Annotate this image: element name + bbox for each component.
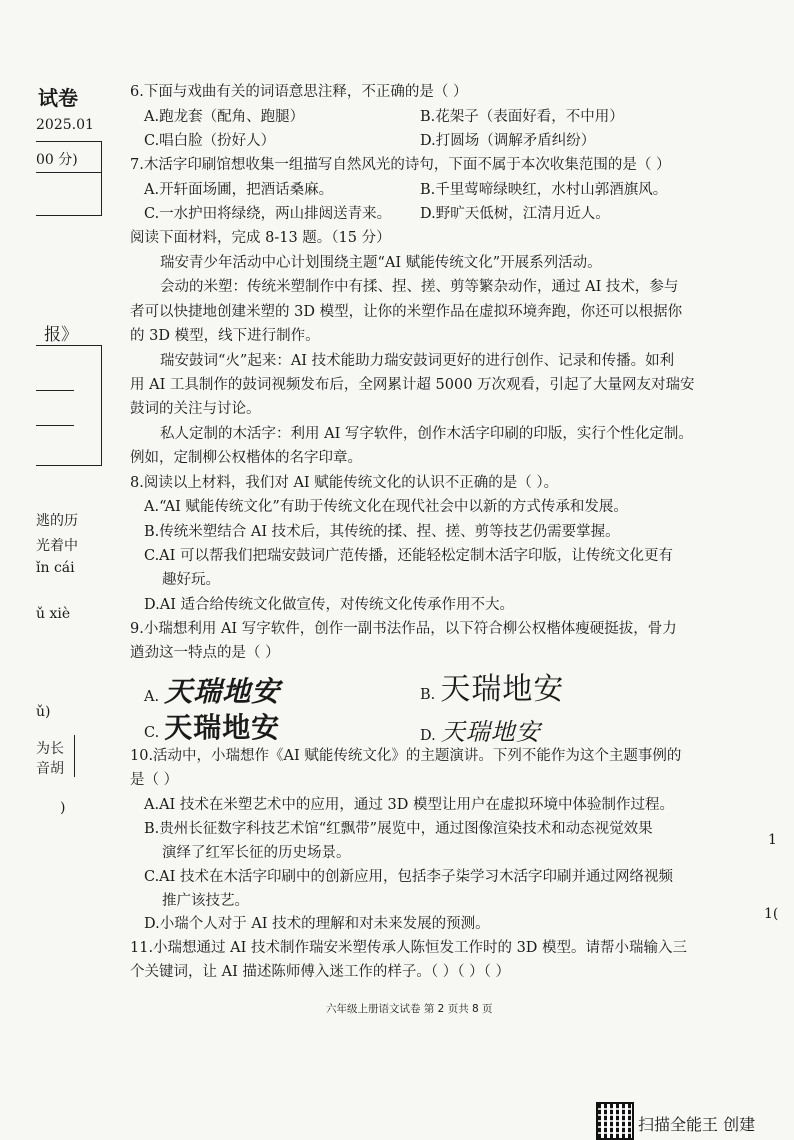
q9-option-b [420, 664, 564, 708]
q9-option-c-calligraphy: 天瑞地安 [164, 713, 281, 744]
reading-p2-line2: 者可以快捷地创建米塑的 3D 模型，让你的米塑作品在虚拟环境奔跑，你还可以根据你 [130, 304, 683, 320]
edge-box-bottom [36, 215, 102, 216]
q8-option-c-line2: 趣好玩。 [162, 572, 220, 588]
q8-option-b: B.传统米塑结合 AI 技术后，其传统的揉、捏、搓、剪等技艺仍需要掌握。 [144, 524, 620, 540]
edge-box3-side [74, 735, 75, 777]
edge-text-2: 光着中 [36, 538, 78, 554]
q8-stem: 8.阅读以上材料，我们对 AI 赋能传统文化的认识不正确的是（ ）。 [130, 475, 559, 491]
q7-option-c: C.一水护田将绿绕，两山排闼送青来。 [144, 206, 392, 222]
q10-stem-line2: 是（ ） [130, 772, 179, 788]
edge-box2-l2 [36, 425, 74, 426]
edge-right-1: 1 [768, 832, 777, 848]
q9-option-c [144, 706, 280, 746]
q9-option-b-calligraphy: 天瑞地安 [440, 672, 565, 707]
q9-option-c-label: C. [144, 725, 160, 741]
page-footer: 六年级上册语文试卷 第 2 页共 8 页 [326, 1003, 493, 1015]
q9-option-d-label: D. [420, 728, 436, 744]
reading-p1: 瑞安青少年活动中心计划围绕主题“AI 赋能传统文化”开展系列活动。 [160, 255, 602, 271]
q7-option-a: A.开轩面场圃，把酒话桑麻。 [144, 182, 334, 198]
edge-text-4: ǔ xiè [36, 606, 71, 622]
edge-box2-top [36, 345, 102, 346]
edge-right-2: 1( [764, 906, 779, 922]
qr-code-icon [596, 1102, 634, 1140]
q6-option-a: A.跑龙套（配角、跑腿） [144, 109, 305, 125]
edge-text-1: 逃的历 [36, 513, 78, 529]
edge-text-3: ǐn cái [36, 560, 75, 576]
q8-option-a: A.“AI 赋能传统文化”有助于传统文化在现代社会中以新的方式传承和发展。 [144, 499, 628, 515]
q9-option-d [420, 712, 541, 747]
q9-stem-line1: 9.小瑞想利用 AI 写字软件，创作一副书法作品，以下符合柳公权楷体瘦硬挺拔，骨力 [130, 621, 677, 637]
q10-stem-line1: 10.活动中，小瑞想作《AI 赋能传统文化》的主题演讲。下列不能作为这个主题事例的 [130, 748, 682, 764]
q6-option-b: B.花架子（表面好看，不中用） [420, 109, 624, 125]
reading-p3-line2: 用 AI 工具制作的鼓词视频发布后，全网累计超 5000 万次观看，引起了大量网友对瑞安 [130, 377, 695, 393]
edge-box2-bottom [36, 465, 102, 466]
edge-box2-side [101, 345, 102, 465]
reading-p2-line3: 的 3D 模型，线下进行制作。 [130, 328, 320, 344]
edge-box-top [36, 141, 102, 142]
q9-option-d-calligraphy: 天瑞地安 [440, 718, 541, 746]
edge-box2-l1 [36, 390, 74, 391]
q11-stem-line1: 11.小瑞想通过 AI 技术制作瑞安米塑传承人陈恒发工作时的 3D 模型。请帮小瑞输入三 [130, 940, 688, 956]
edge-text-6: 为长 [36, 741, 64, 757]
edge-text-7: 音胡 [36, 761, 64, 777]
q9-option-a-label: A. [144, 689, 160, 705]
reading-p4-line1: 私人定制的木活字：利用 AI 写字软件，创作木活字印刷的印版，实行个性化定制。 [160, 426, 693, 442]
q8-option-c-line1: C.AI 可以帮我们把瑞安鼓词广范传播，还能轻松定制木活字印版，让传统文化更有 [144, 548, 673, 564]
q10-option-c-line2: 推广该技艺。 [162, 893, 249, 909]
q10-option-b-line2: 演绎了红军长征的历史场景。 [162, 845, 351, 861]
reading-p4-line2: 例如，定制柳公权楷体的名字印章。 [130, 450, 362, 466]
edge-date: 2025.01 [36, 117, 94, 133]
q6-option-c: C.唱白脸（扮好人） [144, 133, 276, 149]
reading-p3-line3: 鼓词的关注与讨论。 [130, 401, 261, 417]
scanner-watermark: 扫描全能王 创建 [638, 1115, 756, 1134]
q7-option-d: D.野旷天低树，江清月近人。 [420, 206, 610, 222]
q10-option-d: D.小瑞个人对于 AI 技术的理解和对未来发展的预测。 [144, 916, 490, 932]
edge-box-mid [36, 172, 102, 173]
q7-stem: 7.木活字印刷馆想收集一组描写自然风光的诗句，下面不属于本次收集范围的是（ ） [130, 157, 671, 173]
q9-option-b-label: B. [420, 687, 436, 703]
reading-p2-line1: 会动的米塑：传统米塑制作中有揉、捏、搓、剪等繁杂动作，通过 AI 技术，参与 [160, 279, 679, 295]
reading-p3-line1: 瑞安鼓词“火”起来：AI 技术能助力瑞安鼓词更好的进行创作、记录和传播。如利 [160, 353, 675, 369]
q9-option-a [144, 670, 280, 710]
edge-box-side [101, 141, 102, 215]
edge-text-5: ǔ) [36, 704, 51, 720]
q10-option-c-line1: C.AI 技术在木活字印刷中的创新应用，包括李子柒学习木活字印刷并通过网络视频 [144, 869, 673, 885]
q8-option-d: D.AI 适合给传统文化做宣传，对传统文化传承作用不大。 [144, 597, 515, 613]
edge-score: 00 分) [36, 152, 78, 168]
q10-option-a: A.AI 技术在米塑艺术中的应用，通过 3D 模型让用户在虚拟环境中体验制作过程。 [144, 797, 674, 813]
q6-option-d: D.打圆场（调解矛盾纠纷） [420, 133, 596, 149]
edge-bao: 报》 [44, 325, 78, 345]
q9-stem-line2: 遒劲这一特点的是（ ） [130, 645, 280, 661]
q7-option-b: B.千里莺啼绿映红，水村山郭酒旗风。 [420, 182, 668, 198]
edge-text-8: ) [60, 800, 66, 816]
edge-title: 试卷 [38, 86, 78, 110]
q10-option-b-line1: B.贵州长征数字科技艺术馆“红飘带”展览中，通过图像渲染技术和动态视觉效果 [144, 821, 653, 837]
q9-option-a-calligraphy: 天瑞地安 [164, 675, 281, 708]
q6-stem: 6.下面与戏曲有关的词语意思注释，不正确的是（ ） [130, 84, 468, 100]
reading-intro: 阅读下面材料，完成 8-13 题。（15 分） [130, 230, 391, 246]
q11-stem-line2: 个关键词，让 AI 描述陈师傅入迷工作的样子。（ ）（ ）（ ） [130, 964, 510, 980]
